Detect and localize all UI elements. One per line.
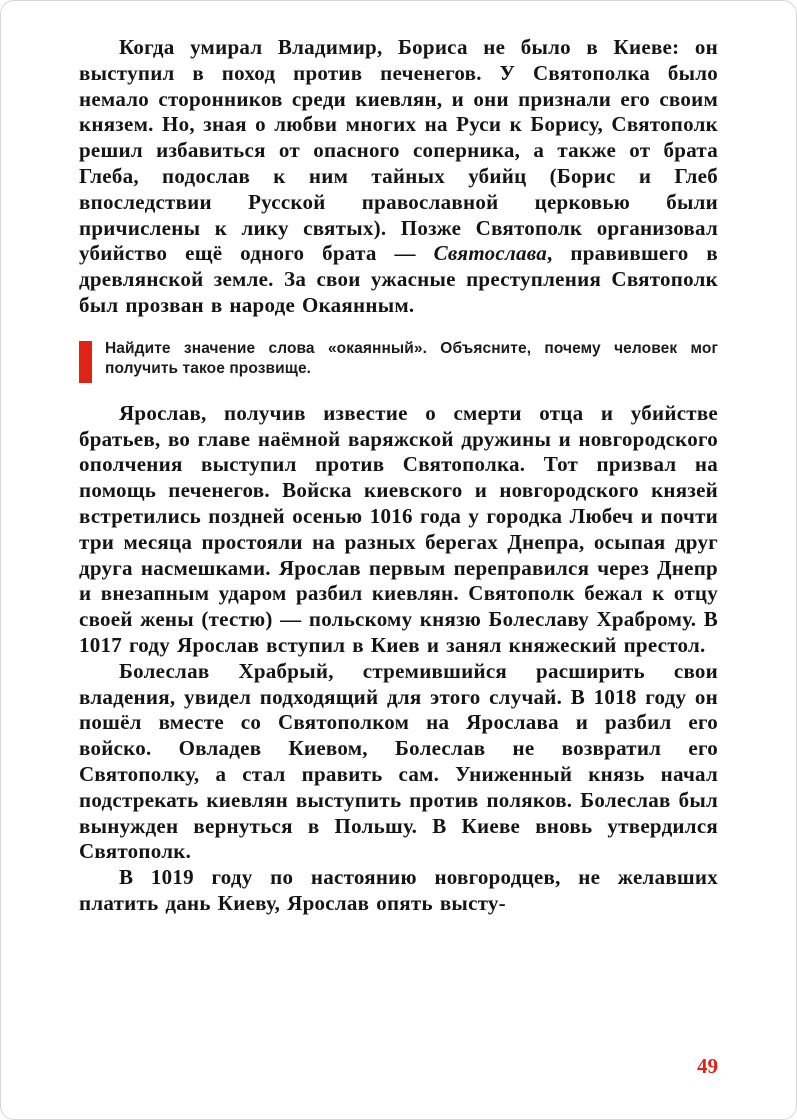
paragraph-vladimir-death xyxy=(79,35,718,319)
paragraph-yaroslav-campaign: Ярослав, получив известие о смерти отца и убийстве братьев, во главе наёмной варяжской дружины и новгородского ополчения выступил против Святополка. Тот призвал на помощь печенегов. Войска киевского и новгородского князей встретились поздней осенью 1016 года у городка Любеч и почти три месяца простояли на разных берегах Днепра, осыпая друг друга насмешками. Ярослав первым переправился через Днепр и внезапным ударом разбил киевлян. Святополк бежал к отцу своей жены (тестю) — польскому князю Болеславу Храброму. В 1017 году Ярослав вступил в Киев и занял княжеский престол. xyxy=(79,400,718,657)
page-number: 49 xyxy=(697,1054,718,1078)
task-marker-bar xyxy=(79,341,92,383)
paragraph-1-text-start: Когда умирал Владимир, Бориса не было в Киеве: он выступил в поход против печенегов. У Святополка было немало сторонников среди киевлян, и они признали его своим князем. Но, зная о любви многих на Руси к Борису, Святополк решил избавиться от опасного соперника, а также от брата Глеба, подослав к ним тайных убийц (Борис и Глеб впоследствии Русской православной церковью были причислены к лику святых). Позже Святополк организовал убийство ещё одного брата — xyxy=(79,35,718,266)
paragraph-1-italic-name: Святослава xyxy=(433,241,547,266)
paragraph-boleslav: Болеслав Храбрый, стремившийся расширить свои владения, увидел подходящий для этого случай. В 1018 году он пошёл вместе со Святополком на Ярослава и разбил его войско. Овладев Киевом, Болеслав не возвратил его Святополку, а стал править сам. Униженный князь начал подстрекать киевлян выступить против поляков. Болеслав был вынужден вернуться в Польшу. В Киеве вновь утвердился Святополк. xyxy=(79,658,718,864)
paragraph-1019: В 1019 году по настоянию новгородцев, не желавших платить дань Киеву, Ярослав опять высту- xyxy=(79,865,718,915)
task-block xyxy=(79,339,718,383)
paragraph-1-text-end: , правившего в древлянской земле. За свои ужасные преступления Святополк был прозван в народе Окаянным. xyxy=(79,241,718,317)
task-text: Найдите значение слова «окаянный». Объясните, почему человек мог получить такое прозвище. xyxy=(105,339,718,378)
